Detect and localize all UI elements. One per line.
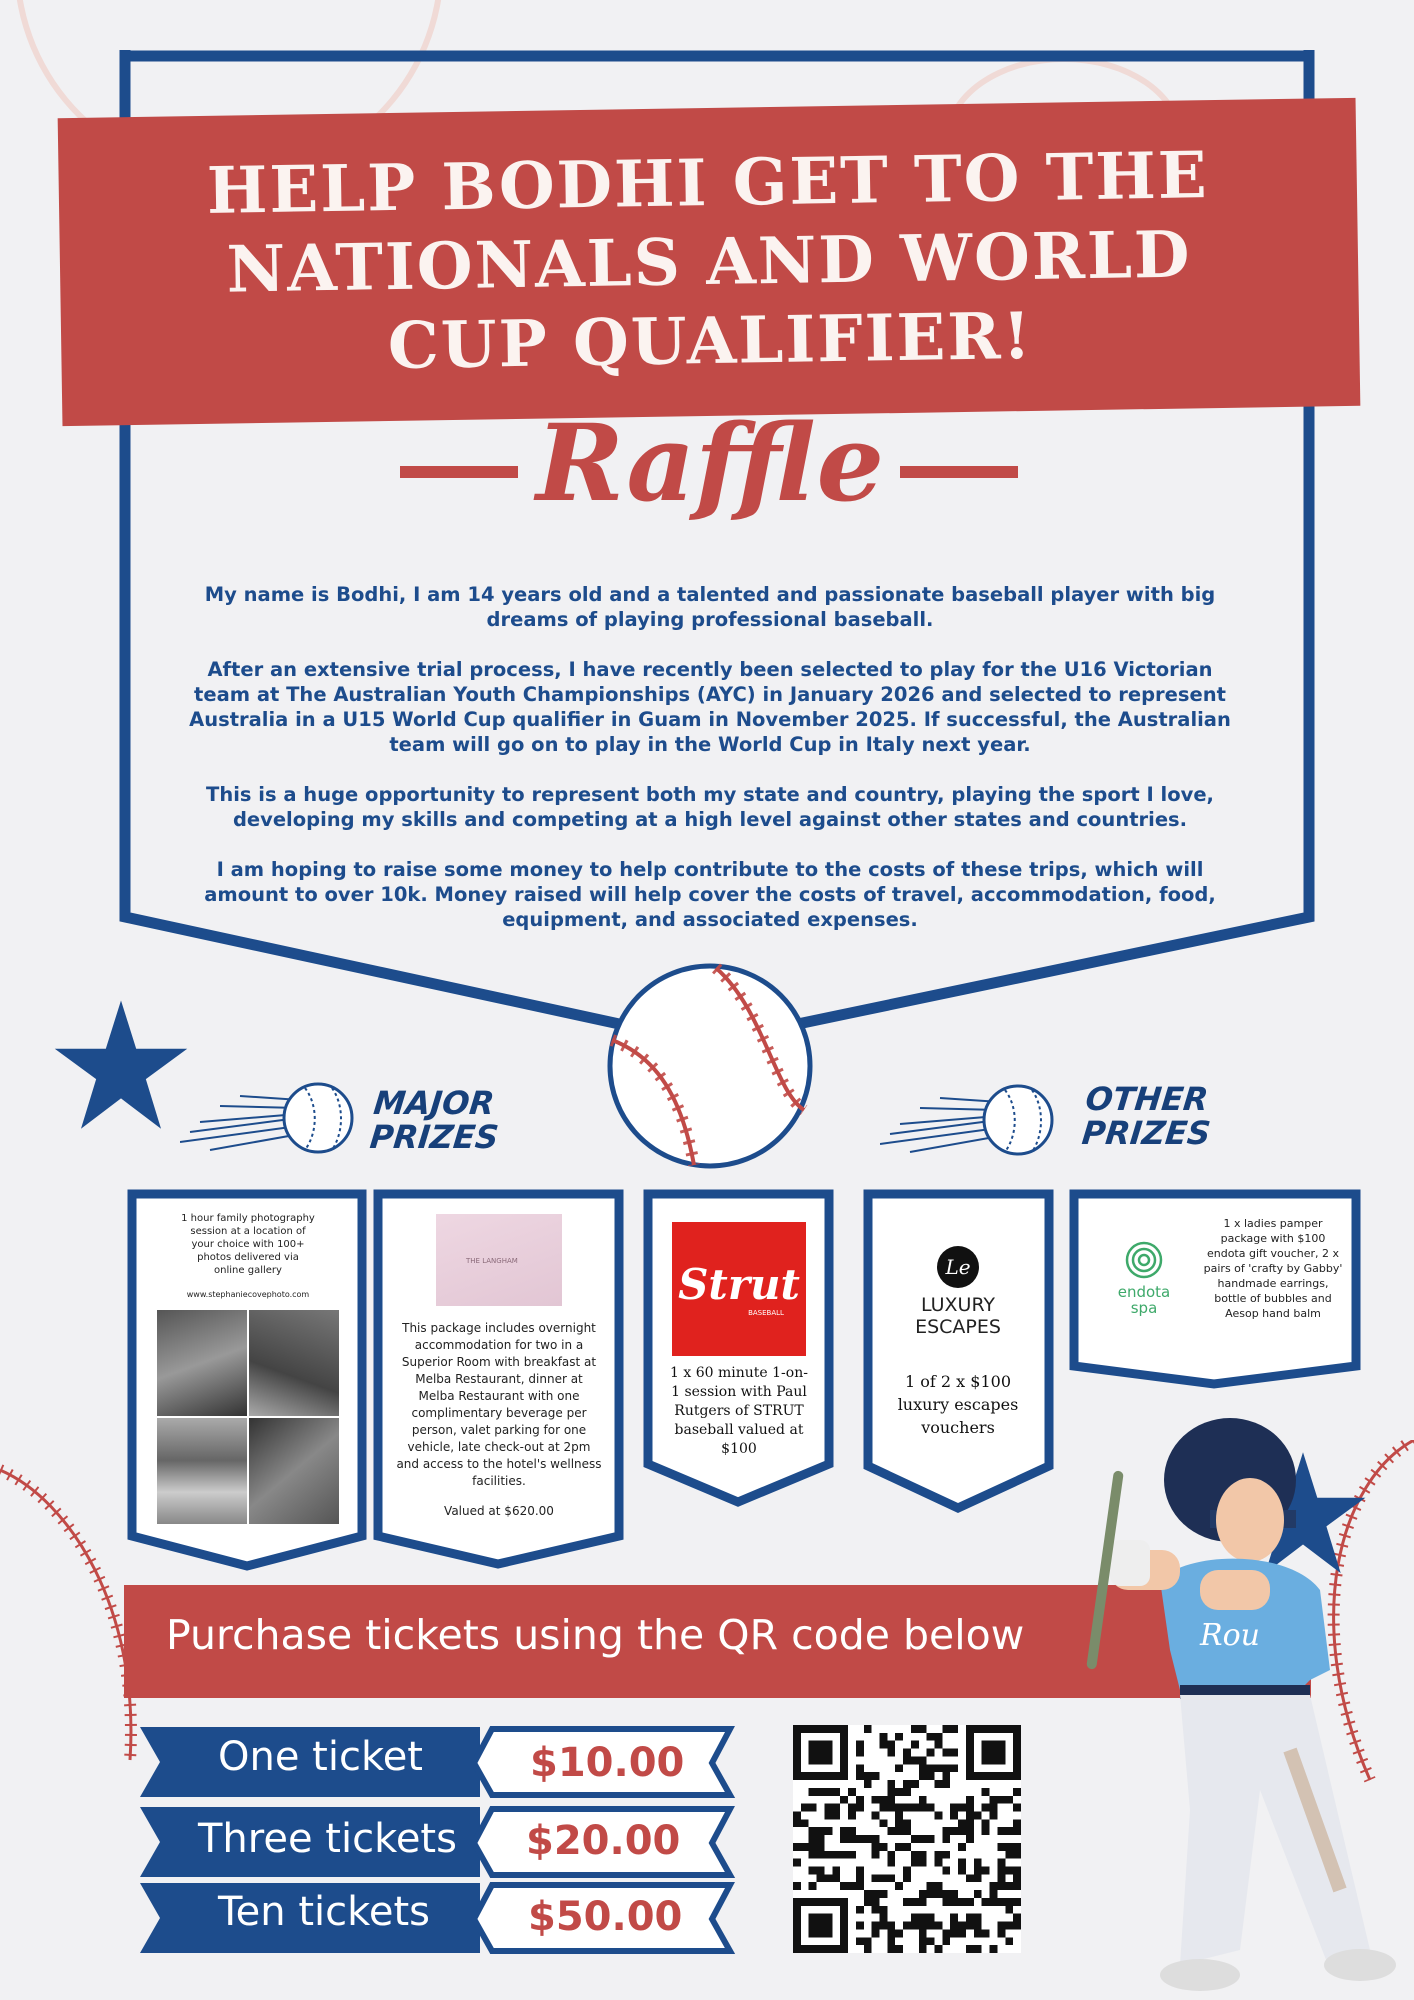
ticket-option-label: One ticket [218, 1734, 423, 1780]
other-prizes-line1: OTHER [1083, 1080, 1211, 1118]
major-prizes-line1: MAJOR [371, 1084, 497, 1122]
photo-prize-website: www.stephaniecovephoto.com [186, 1290, 310, 1299]
other-prizes-line2: PRIZES [1080, 1114, 1213, 1152]
endota-logo-mark [1124, 1240, 1164, 1280]
photo-prize-description: 1 hour family photography session at a location of your choice with 100+ photos delivered via online gallery [181, 1213, 315, 1276]
luxury-escapes-description: 1 of 2 x $100 luxury escapes vouchers [897, 1372, 1019, 1437]
family-photo-collage [157, 1310, 339, 1524]
strut-logo-subtext: BASEBALL [748, 1309, 784, 1317]
endota-prize-description: 1 x ladies pamper package with $100 endota gift voucher, 2 x pairs of 'crafty by Gabby' handmade earrings, bottle of bubbles and Aesop hand balm [1203, 1217, 1343, 1320]
photo-tile [157, 1310, 247, 1416]
ticket-option-label: Three tickets [198, 1816, 457, 1862]
raffle-text: Raffle [535, 400, 885, 525]
strut-logo-text: Strut [678, 1260, 800, 1309]
photo-tile [249, 1310, 339, 1416]
baseball-player-photo [1040, 1390, 1414, 2000]
intro-paragraph: This is a huge opportunity to represent both my state and country, playing the sport I love, developing my skills and competing at a high level against other states and countries. [206, 783, 1214, 831]
prize-card-photography [157, 1210, 339, 1530]
page-title: HELP BODHI GET TO THE NATIONALS AND WORLD CUP QUALIFIER! [206, 137, 1210, 384]
svg-text:Rou: Rou [1200, 1618, 1260, 1653]
intro-paragraph: My name is Bodhi, I am 14 years old and a talented and passionate baseball player with big dreams of playing professional baseball. [204, 583, 1216, 631]
ticket-option-label: Ten tickets [218, 1889, 430, 1935]
purchase-heading: Purchase tickets using the QR code below [166, 1611, 1025, 1659]
ticket-option-price: $10.00 [530, 1740, 685, 1786]
luxury-escapes-logo [896, 1240, 1020, 1356]
strut-prize-description: 1 x 60 minute 1-on-1 session with Paul Rutgers of STRUT baseball valued at $100 [670, 1365, 808, 1457]
hotel-prize-value: Valued at $620.00 [444, 1504, 554, 1518]
luxury-escapes-line2: ESCAPES [915, 1316, 1001, 1338]
ticket-option-price: $50.00 [528, 1894, 683, 1940]
prize-card-hotel [396, 1214, 602, 1519]
luxury-escapes-line1: LUXURY [920, 1294, 996, 1316]
qr-code[interactable] [793, 1725, 1021, 1953]
ticket-option-price: $20.00 [526, 1818, 681, 1864]
endota-logo-line2: spa [1130, 1299, 1158, 1317]
hotel-voucher-image [436, 1214, 562, 1306]
endota-logo-line1: endota [1117, 1283, 1171, 1301]
photo-tile [157, 1418, 247, 1524]
photo-tile [249, 1418, 339, 1524]
hotel-prize-description: This package includes overnight accommodation for two in a Superior Room with breakfast at Melba Restaurant, dinner at Melba Restaurant with one complimentary beverage per person, valet parking for one vehicle, late check-out at 2pm and access to the hotel's wellness facilities. [396, 1321, 602, 1488]
prize-card-luxury-escapes [896, 1240, 1020, 1439]
prize-card-strut [672, 1222, 806, 1459]
strut-logo [672, 1222, 806, 1356]
major-prizes-line2: PRIZES [368, 1118, 501, 1156]
luxury-escapes-mark: Le [937, 1246, 979, 1288]
prize-card-endota [1098, 1236, 1190, 1328]
intro-paragraph: I am hoping to raise some money to help contribute to the costs of these trips, which will amount to over 10k. Money raised will help cover the costs of travel, accommodation, food, equipment, and associated expenses. [204, 858, 1216, 931]
hotel-brand: THE LANGHAM [466, 1257, 518, 1265]
intro-paragraph: After an extensive trial process, I have recently been selected to play for the U16 Victorian team at The Australian Youth Championships (AYC) in January 2026 and selected to represent Australia in a U15 World Cup qualifier in Guam in November 2025. If successful, the Australian team will go on to play in the World Cup in Italy next year. [189, 658, 1231, 756]
